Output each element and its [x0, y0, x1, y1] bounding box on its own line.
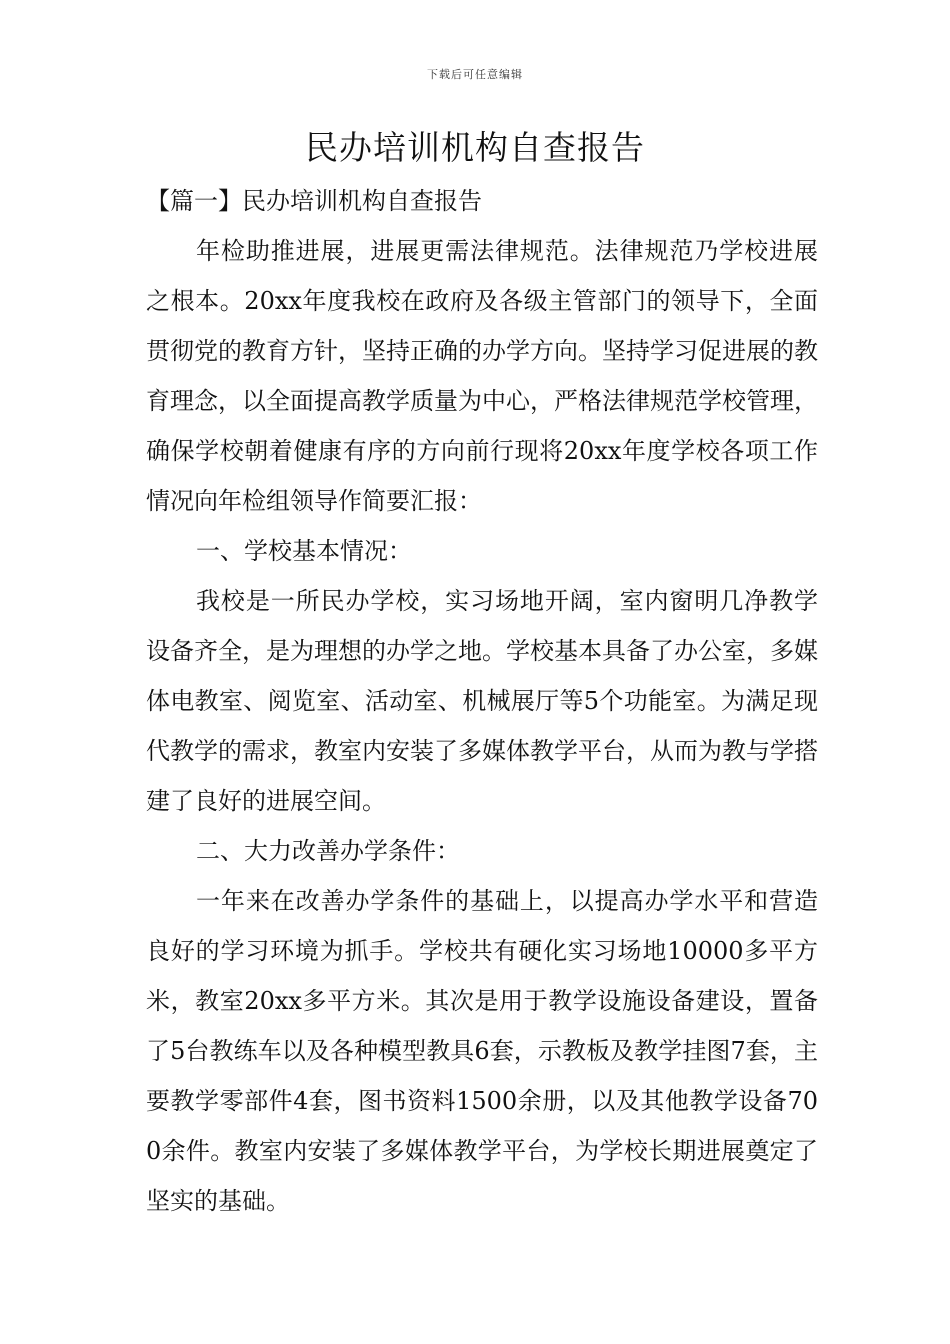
paragraph-intro: 年检助推进展，进展更需法律规范。法律规范乃学校进展之根本。20xx年度我校在政府及各级主管部门的领导下，全面贯彻党的教育方针，坚持正确的办学方向。坚持学习促进展的教育理念，以全面提高教学质量为中心，严格法律规范学校管理，确保学校朝着健康有序的方向前行现将20xx年度学校各项工作情况向年检组领导作简要汇报：: [146, 237, 818, 515]
section-heading-basic-info: 一、学校基本情况：: [196, 537, 412, 565]
section-heading-part-one: 【篇一】民办培训机构自查报告: [146, 187, 482, 215]
document-title: 民办培训机构自查报告: [305, 128, 645, 167]
header-note: 下载后可任意编辑: [427, 68, 523, 81]
section-heading-conditions: 二、大力改善办学条件：: [196, 837, 460, 865]
paragraph-basic-info: 我校是一所民办学校，实习场地开阔，室内窗明几净教学设备齐全，是为理想的办学之地。学校基本具备了办公室，多媒体电教室、阅览室、活动室、机械展厅等5个功能室。为满足现代教学的需求，教室内安装了多媒体教学平台，从而为教与学搭建了良好的进展空间。: [146, 587, 818, 815]
paragraph-conditions: 一年来在改善办学条件的基础上，以提高办学水平和营造良好的学习环境为抓手。学校共有硬化实习场地10000多平方米，教室20xx多平方米。其次是用于教学设施设备建设，置备了5台教练车以及各种模型教具6套，示教板及教学挂图7套，主要教学零部件4套，图书资料1500余册，以及其他教学设备700余件。教室内安装了多媒体教学平台，为学校长期进展奠定了坚实的基础。: [146, 887, 818, 1215]
document-body: [146, 176, 818, 1226]
